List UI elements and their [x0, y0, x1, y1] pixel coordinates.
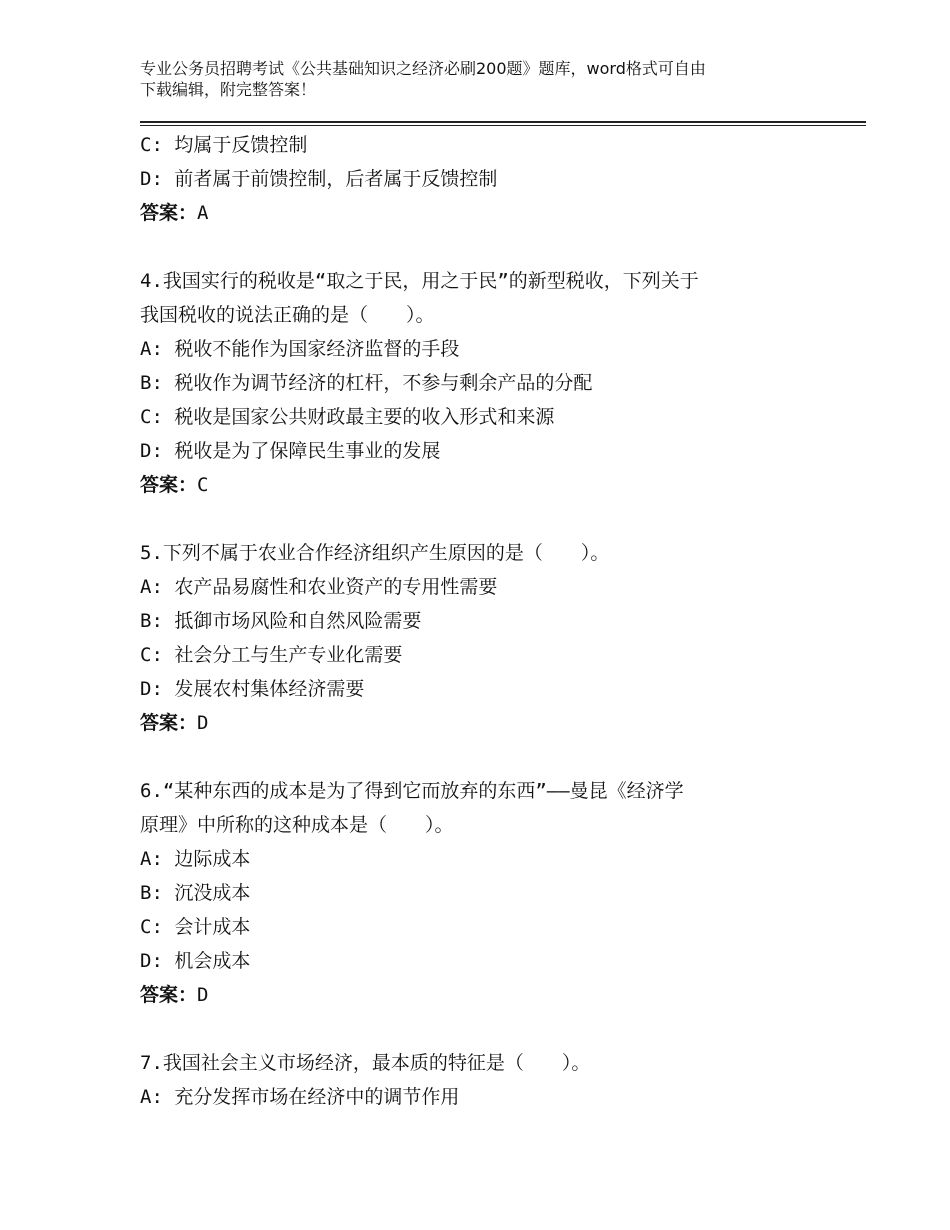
answer-label: 答案：	[140, 474, 198, 496]
answer-label: 答案：	[140, 984, 198, 1006]
question-5	[140, 536, 840, 740]
header-rule-thin	[140, 125, 866, 126]
answer-value: D	[197, 984, 209, 1006]
answer-value: D	[197, 712, 209, 734]
previous-question	[140, 128, 840, 230]
option-c: C: 社会分工与生产专业化需要	[140, 644, 403, 666]
header-rule-thick	[140, 121, 866, 123]
spacer	[140, 230, 840, 264]
option-d: D: 前者属于前馈控制，后者属于反馈控制	[140, 168, 498, 190]
question-stem: 6.“某种东西的成本是为了得到它而放弃的东西”——曼昆《经济学	[140, 780, 684, 802]
answer-label: 答案：	[140, 712, 198, 734]
question-stem: 7.我国社会主义市场经济，最本质的特征是（ ）。	[140, 1052, 591, 1074]
question-stem: 原理》中所称的这种成本是（ ）。	[140, 814, 454, 836]
spacer	[140, 1012, 840, 1046]
option-c: C: 均属于反馈控制	[140, 134, 308, 156]
option-a: A: 充分发挥市场在经济中的调节作用	[140, 1086, 460, 1108]
option-c: C: 税收是国家公共财政最主要的收入形式和来源	[140, 406, 555, 428]
answer-line	[140, 468, 840, 502]
option-b: B: 税收作为调节经济的杠杆，不参与剩余产品的分配	[140, 372, 593, 394]
document-header	[140, 58, 830, 100]
option-c: C: 会计成本	[140, 916, 251, 938]
question-stem: 我国税收的说法正确的是（ ）。	[140, 304, 435, 326]
spacer	[140, 502, 840, 536]
question-stem: 5.下列不属于农业合作经济组织产生原因的是（ ）。	[140, 542, 610, 564]
header-line-2: 下载编辑，附完整答案！	[140, 80, 317, 99]
spacer	[140, 740, 840, 774]
answer-line	[140, 706, 840, 740]
question-6	[140, 774, 840, 1012]
answer-value: A	[197, 202, 209, 224]
answer-line	[140, 978, 840, 1012]
option-b: B: 抵御市场风险和自然风险需要	[140, 610, 422, 632]
option-d: D: 税收是为了保障民生事业的发展	[140, 440, 441, 462]
option-a: A: 农产品易腐性和农业资产的专用性需要	[140, 576, 498, 598]
option-a: A: 税收不能作为国家经济监督的手段	[140, 338, 460, 360]
question-4	[140, 264, 840, 502]
option-d: D: 发展农村集体经济需要	[140, 678, 365, 700]
question-content	[140, 128, 840, 1114]
header-line-1: 专业公务员招聘考试《公共基础知识之经济必刷200题》题库，word格式可自由	[140, 59, 706, 78]
option-a: A: 边际成本	[140, 848, 251, 870]
answer-value: C	[197, 474, 209, 496]
option-b: B: 沉没成本	[140, 882, 251, 904]
answer-label: 答案：	[140, 202, 198, 224]
question-stem: 4.我国实行的税收是“取之于民，用之于民”的新型税收，下列关于	[140, 270, 699, 292]
answer-line	[140, 196, 840, 230]
option-d: D: 机会成本	[140, 950, 251, 972]
question-7	[140, 1046, 840, 1114]
